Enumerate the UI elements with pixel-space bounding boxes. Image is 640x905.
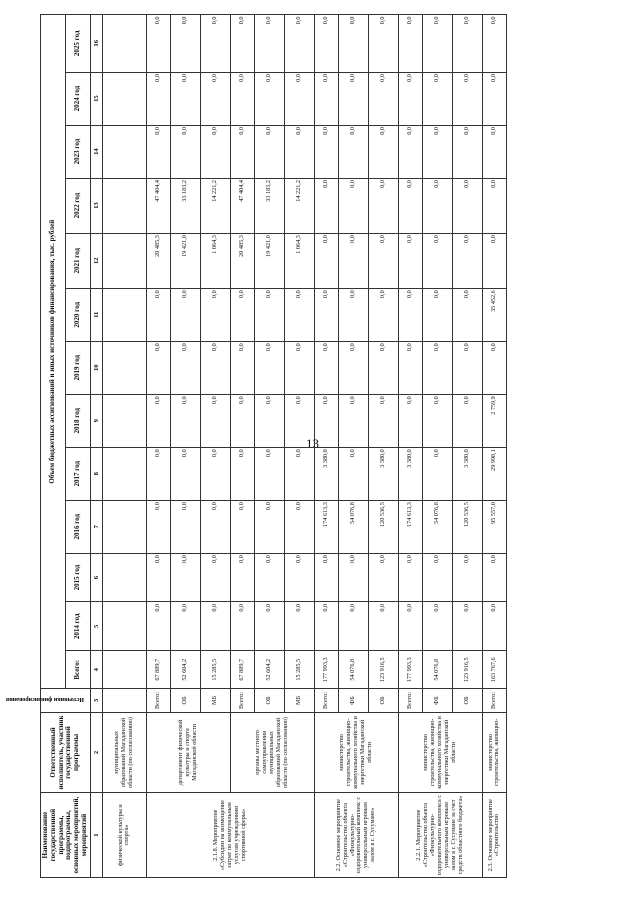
year-value: 0,0 bbox=[368, 341, 398, 394]
year-value: 54 076,8 bbox=[338, 500, 368, 553]
year-value: 0,0 bbox=[482, 553, 506, 602]
program-name: 2.1.8. Мероприятие «Субсидии на возмещение затрат по коммунальным услугам учреждениям спортивной сферы» bbox=[146, 793, 314, 878]
year-value: 0,0 bbox=[338, 178, 368, 233]
empty-cell bbox=[102, 394, 146, 447]
header-year: 2025 год bbox=[65, 15, 90, 73]
empty-cell bbox=[102, 553, 146, 602]
year-value: 0,0 bbox=[284, 288, 314, 341]
year-value: 0,0 bbox=[398, 125, 422, 178]
year-value: 0,0 bbox=[422, 233, 452, 288]
year-value: 0,0 bbox=[170, 125, 200, 178]
program-name: 2.2.1. Мероприятие «Строительство объекта «Физкультурно-оздоровительного комплекса с универсальным игровым залом в г. Сусумане за счет средств областного бюджета» bbox=[398, 793, 482, 878]
header-year: 2017 год bbox=[65, 447, 90, 500]
program-name: 2.2. Основное мероприятие «Строительство объекта «Физкультурно-оздоровительный комплекс с универсальным игровым залом в г. Сусумане» bbox=[314, 793, 398, 878]
year-value: 0,0 bbox=[422, 394, 452, 447]
column-number: 14 bbox=[90, 125, 102, 178]
year-value: 0,0 bbox=[452, 178, 482, 233]
empty-cell bbox=[102, 602, 146, 651]
column-number: 4 bbox=[90, 651, 102, 689]
empty-cell bbox=[102, 689, 146, 712]
year-value: 0,0 bbox=[338, 72, 368, 125]
total-value: 54 076,8 bbox=[422, 651, 452, 689]
year-value: 0,0 bbox=[452, 602, 482, 651]
year-value: 0,0 bbox=[254, 394, 284, 447]
year-value: 0,0 bbox=[146, 288, 170, 341]
year-value: 0,0 bbox=[170, 394, 200, 447]
year-value: 0,0 bbox=[398, 72, 422, 125]
total-value: 54 076,8 bbox=[338, 651, 368, 689]
empty-cell bbox=[102, 447, 146, 500]
year-value: 0,0 bbox=[422, 341, 452, 394]
page-number: 13 bbox=[306, 436, 319, 451]
column-number: 2 bbox=[90, 712, 102, 793]
year-value: 0,0 bbox=[368, 125, 398, 178]
table-row bbox=[314, 15, 338, 878]
year-value: 0,0 bbox=[284, 553, 314, 602]
column-number: 6 bbox=[90, 553, 102, 602]
year-value: 0,0 bbox=[254, 288, 284, 341]
table-row bbox=[102, 15, 146, 878]
year-value: 2 759,9 bbox=[482, 394, 506, 447]
year-value: 0,0 bbox=[398, 178, 422, 233]
year-value: 0,0 bbox=[398, 341, 422, 394]
year-value: 0,0 bbox=[314, 288, 338, 341]
empty-cell bbox=[102, 341, 146, 394]
column-number: 16 bbox=[90, 15, 102, 73]
year-value: 0,0 bbox=[422, 288, 452, 341]
year-value: 0,0 bbox=[170, 602, 200, 651]
year-value: 0,0 bbox=[338, 602, 368, 651]
year-value: 0,0 bbox=[452, 394, 482, 447]
empty-cell bbox=[102, 15, 146, 73]
header-year: 2021 год bbox=[65, 233, 90, 288]
funding-source: ОБ bbox=[254, 689, 284, 712]
year-value: 0,0 bbox=[398, 602, 422, 651]
funding-source: ОБ bbox=[452, 689, 482, 712]
year-value: 0,0 bbox=[200, 125, 230, 178]
header-year: 2015 год bbox=[65, 553, 90, 602]
year-value: 0,0 bbox=[170, 72, 200, 125]
year-value: 0,0 bbox=[452, 125, 482, 178]
column-number: 9 bbox=[90, 394, 102, 447]
year-value: 0,0 bbox=[452, 15, 482, 73]
header-responsible: Ответственный исполнитель, участник государственной программы bbox=[41, 712, 91, 793]
funding-source: Всего: bbox=[146, 689, 170, 712]
year-value: 0,0 bbox=[482, 233, 506, 288]
funding-source: ФБ bbox=[338, 689, 368, 712]
year-value: 0,0 bbox=[230, 447, 254, 500]
header-name: Наименование государственной программы, подпрограммы, основных мероприятий, мероприятий bbox=[41, 793, 91, 878]
empty-cell bbox=[102, 125, 146, 178]
rotated-table-area bbox=[6, 14, 608, 878]
funding-source: МБ bbox=[200, 689, 230, 712]
year-value: 0,0 bbox=[422, 72, 452, 125]
header-year: 2020 год bbox=[65, 288, 90, 341]
year-value: 0,0 bbox=[230, 394, 254, 447]
table-row bbox=[146, 15, 170, 878]
year-value: 1 064,3 bbox=[200, 233, 230, 288]
year-value: 0,0 bbox=[422, 178, 452, 233]
column-number: 10 bbox=[90, 341, 102, 394]
empty-cell bbox=[102, 233, 146, 288]
year-value: 3 380,0 bbox=[398, 447, 422, 500]
year-value: 0,0 bbox=[200, 553, 230, 602]
year-value: 0,0 bbox=[368, 394, 398, 447]
header-year: 2022 год bbox=[65, 178, 90, 233]
funding-source: МБ bbox=[284, 689, 314, 712]
total-value: 15 285,5 bbox=[284, 651, 314, 689]
year-value: 0,0 bbox=[284, 341, 314, 394]
column-number: 7 bbox=[90, 500, 102, 553]
year-value: 0,0 bbox=[422, 125, 452, 178]
year-value: 0,0 bbox=[368, 233, 398, 288]
year-value: 19 421,0 bbox=[254, 233, 284, 288]
column-number: 5 bbox=[90, 602, 102, 651]
total-value: 123 916,5 bbox=[452, 651, 482, 689]
year-value: 29 998,1 bbox=[482, 447, 506, 500]
year-value: 3 380,0 bbox=[314, 447, 338, 500]
year-value: 0,0 bbox=[338, 15, 368, 73]
year-value: 54 076,8 bbox=[422, 500, 452, 553]
year-value: 35 452,6 bbox=[482, 288, 506, 341]
year-value: 33 183,2 bbox=[254, 178, 284, 233]
year-value: 0,0 bbox=[230, 602, 254, 651]
year-value: 0,0 bbox=[368, 602, 398, 651]
program-name: физической культуры и спорта» bbox=[102, 793, 146, 878]
year-value: 0,0 bbox=[254, 447, 284, 500]
column-number-row bbox=[90, 15, 102, 878]
year-value: 19 421,0 bbox=[170, 233, 200, 288]
year-value: 0,0 bbox=[230, 15, 254, 73]
total-value: 67 889,7 bbox=[146, 651, 170, 689]
funding-source: Всего: bbox=[482, 689, 506, 712]
year-value: 0,0 bbox=[422, 447, 452, 500]
year-value: 0,0 bbox=[338, 447, 368, 500]
year-value: 0,0 bbox=[398, 553, 422, 602]
responsible-executor: министерство строительства, жилищно-коммунального хозяйства и энергетики Магаданской области bbox=[314, 712, 398, 793]
year-value: 0,0 bbox=[314, 178, 338, 233]
table-row bbox=[230, 15, 254, 878]
responsible-executor: министерство строительства, жилищно- bbox=[482, 712, 506, 793]
year-value: 0,0 bbox=[146, 341, 170, 394]
year-value: 0,0 bbox=[314, 341, 338, 394]
funding-source: Всего: bbox=[398, 689, 422, 712]
year-value: 0,0 bbox=[482, 602, 506, 651]
header-source bbox=[6, 689, 91, 712]
year-value: 0,0 bbox=[146, 500, 170, 553]
year-value: 0,0 bbox=[284, 447, 314, 500]
year-value: 47 404,4 bbox=[146, 178, 170, 233]
year-value: 0,0 bbox=[170, 553, 200, 602]
year-value: 0,0 bbox=[338, 553, 368, 602]
year-value: 0,0 bbox=[146, 15, 170, 73]
column-number: 8 bbox=[90, 447, 102, 500]
empty-cell bbox=[102, 651, 146, 689]
year-value: 0,0 bbox=[314, 72, 338, 125]
year-value: 0,0 bbox=[146, 72, 170, 125]
year-value: 0,0 bbox=[254, 341, 284, 394]
year-value: 0,0 bbox=[230, 500, 254, 553]
year-value: 0,0 bbox=[146, 394, 170, 447]
year-value: 0,0 bbox=[368, 72, 398, 125]
year-value: 0,0 bbox=[284, 72, 314, 125]
header-row-group bbox=[41, 15, 66, 878]
year-value: 14 221,2 bbox=[284, 178, 314, 233]
year-value: 0,0 bbox=[284, 15, 314, 73]
year-value: 0,0 bbox=[200, 447, 230, 500]
year-value: 0,0 bbox=[368, 288, 398, 341]
empty-cell bbox=[102, 500, 146, 553]
year-value: 14 221,2 bbox=[200, 178, 230, 233]
year-value: 0,0 bbox=[170, 15, 200, 73]
year-value: 0,0 bbox=[452, 72, 482, 125]
year-value: 0,0 bbox=[452, 341, 482, 394]
header-total: Всего: bbox=[65, 651, 90, 689]
year-value: 0,0 bbox=[200, 288, 230, 341]
year-value: 0,0 bbox=[170, 288, 200, 341]
year-value: 0,0 bbox=[368, 553, 398, 602]
year-value: 20 485,3 bbox=[230, 233, 254, 288]
year-value: 0,0 bbox=[368, 15, 398, 73]
year-value: 0,0 bbox=[314, 394, 338, 447]
responsible-executor: муниципальных образований Магаданской области (по согласованию) bbox=[102, 712, 146, 793]
year-value: 0,0 bbox=[398, 288, 422, 341]
year-value: 0,0 bbox=[314, 233, 338, 288]
year-value: 120 536,5 bbox=[368, 500, 398, 553]
year-value: 0,0 bbox=[398, 15, 422, 73]
year-value: 0,0 bbox=[254, 602, 284, 651]
responsible-executor: департамент физической культуры и спорта Магаданской области bbox=[146, 712, 230, 793]
year-value: 0,0 bbox=[284, 500, 314, 553]
total-value: 67 889,7 bbox=[230, 651, 254, 689]
year-value: 0,0 bbox=[482, 15, 506, 73]
column-number: 12 bbox=[90, 233, 102, 288]
funding-source: ОБ bbox=[368, 689, 398, 712]
funding-source: Всего: bbox=[314, 689, 338, 712]
year-value: 0,0 bbox=[146, 553, 170, 602]
year-value: 0,0 bbox=[482, 125, 506, 178]
year-value: 0,0 bbox=[452, 553, 482, 602]
year-value: 0,0 bbox=[200, 500, 230, 553]
year-value: 0,0 bbox=[200, 15, 230, 73]
year-value: 0,0 bbox=[146, 447, 170, 500]
year-value: 0,0 bbox=[284, 394, 314, 447]
year-value: 3 380,0 bbox=[368, 447, 398, 500]
svg-text:Источники финансирования: Источники финансирования bbox=[6, 696, 85, 703]
header-year: 2016 год bbox=[65, 500, 90, 553]
year-value: 0,0 bbox=[482, 341, 506, 394]
year-value: 0,0 bbox=[230, 288, 254, 341]
year-value: 0,0 bbox=[422, 553, 452, 602]
funding-source: ОБ bbox=[170, 689, 200, 712]
year-value: 120 536,5 bbox=[452, 500, 482, 553]
header-year: 2024 год bbox=[65, 72, 90, 125]
year-value: 0,0 bbox=[422, 602, 452, 651]
responsible-executor: министерство строительства, жилищно-коммунального хозяйства и энергетики Магаданской области bbox=[398, 712, 482, 793]
year-value: 0,0 bbox=[170, 447, 200, 500]
year-value: 0,0 bbox=[314, 15, 338, 73]
year-value: 0,0 bbox=[482, 72, 506, 125]
year-value: 0,0 bbox=[254, 15, 284, 73]
year-value: 0,0 bbox=[338, 288, 368, 341]
year-value: 95 557,0 bbox=[482, 500, 506, 553]
responsible-executor: органы местного самоуправления муниципальных образований Магаданской области (по согласованию) bbox=[230, 712, 314, 793]
total-value: 52 604,2 bbox=[254, 651, 284, 689]
year-value: 0,0 bbox=[314, 602, 338, 651]
year-value: 0,0 bbox=[452, 233, 482, 288]
year-value: 0,0 bbox=[200, 72, 230, 125]
year-value: 0,0 bbox=[230, 341, 254, 394]
column-number: 13 bbox=[90, 178, 102, 233]
total-value: 123 916,5 bbox=[368, 651, 398, 689]
year-value: 0,0 bbox=[254, 72, 284, 125]
total-value: 52 604,2 bbox=[170, 651, 200, 689]
year-value: 3 380,0 bbox=[452, 447, 482, 500]
header-year: 2019 год bbox=[65, 341, 90, 394]
year-value: 0,0 bbox=[170, 500, 200, 553]
year-value: 0,0 bbox=[398, 394, 422, 447]
year-value: 0,0 bbox=[368, 178, 398, 233]
year-value: 174 613,3 bbox=[398, 500, 422, 553]
year-value: 0,0 bbox=[230, 125, 254, 178]
funding-source: Всего: bbox=[230, 689, 254, 712]
year-value: 0,0 bbox=[398, 233, 422, 288]
header-year: 2014 год bbox=[65, 602, 90, 651]
year-value: 174 613,3 bbox=[314, 500, 338, 553]
year-value: 0,0 bbox=[314, 553, 338, 602]
year-value: 33 183,2 bbox=[170, 178, 200, 233]
table-row bbox=[482, 15, 506, 878]
year-value: 0,0 bbox=[170, 341, 200, 394]
header-funding: Объем бюджетных ассигнований и иных источников финансирования, тыс. рублей bbox=[41, 15, 66, 689]
header-year: 2018 год bbox=[65, 394, 90, 447]
year-value: 0,0 bbox=[146, 602, 170, 651]
year-value: 0,0 bbox=[338, 394, 368, 447]
year-value: 20 485,3 bbox=[146, 233, 170, 288]
year-value: 0,0 bbox=[422, 15, 452, 73]
year-value: 0,0 bbox=[200, 394, 230, 447]
total-value: 177 993,3 bbox=[314, 651, 338, 689]
year-value: 0,0 bbox=[338, 341, 368, 394]
program-name: 2.3. Основное мероприятие «Строительство bbox=[482, 793, 506, 878]
financing-table bbox=[6, 14, 507, 878]
year-value: 0,0 bbox=[314, 125, 338, 178]
empty-cell bbox=[102, 178, 146, 233]
header-source-rotated bbox=[6, 694, 85, 708]
year-value: 0,0 bbox=[482, 178, 506, 233]
column-number: 15 bbox=[90, 72, 102, 125]
year-value: 0,0 bbox=[284, 602, 314, 651]
total-value: 177 993,3 bbox=[398, 651, 422, 689]
funding-source: ФБ bbox=[422, 689, 452, 712]
year-value: 0,0 bbox=[254, 500, 284, 553]
year-value: 0,0 bbox=[284, 125, 314, 178]
column-number: 3 bbox=[90, 689, 102, 712]
year-value: 47 404,4 bbox=[230, 178, 254, 233]
year-value: 1 064,3 bbox=[284, 233, 314, 288]
table-body bbox=[102, 15, 506, 878]
year-value: 0,0 bbox=[230, 553, 254, 602]
year-value: 0,0 bbox=[254, 553, 284, 602]
year-value: 0,0 bbox=[452, 288, 482, 341]
header-year: 2023 год bbox=[65, 125, 90, 178]
empty-cell bbox=[102, 72, 146, 125]
total-value: 15 285,5 bbox=[200, 651, 230, 689]
year-value: 0,0 bbox=[146, 125, 170, 178]
year-value: 0,0 bbox=[338, 125, 368, 178]
year-value: 0,0 bbox=[338, 233, 368, 288]
year-value: 0,0 bbox=[200, 341, 230, 394]
year-value: 0,0 bbox=[254, 125, 284, 178]
year-value: 0,0 bbox=[200, 602, 230, 651]
table-row bbox=[398, 15, 422, 878]
total-value: 163 767,6 bbox=[482, 651, 506, 689]
empty-cell bbox=[102, 288, 146, 341]
year-value: 0,0 bbox=[230, 72, 254, 125]
column-number: 1 bbox=[90, 793, 102, 878]
column-number: 11 bbox=[90, 288, 102, 341]
